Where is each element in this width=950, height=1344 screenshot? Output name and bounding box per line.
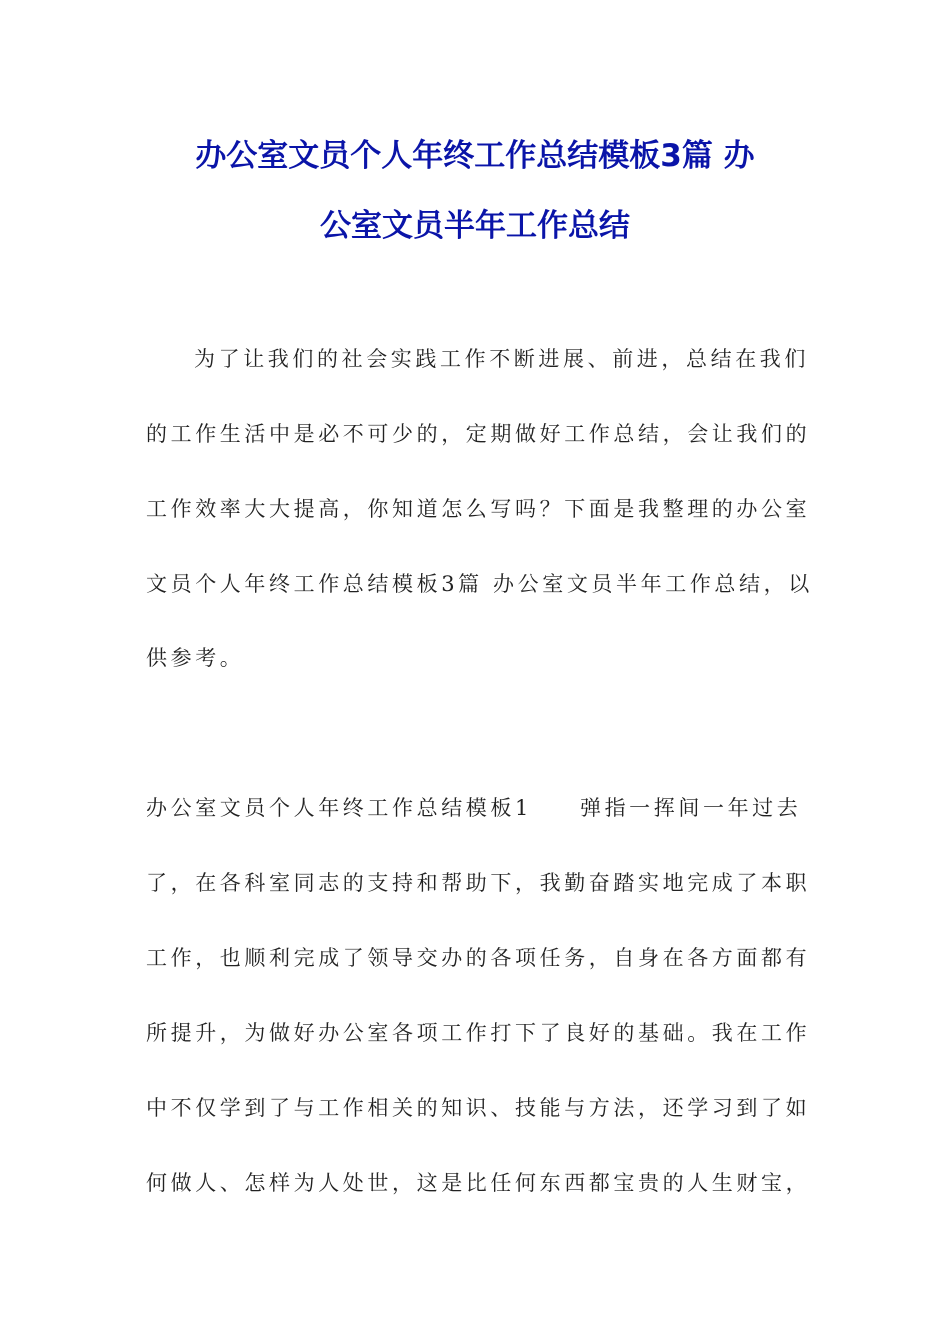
intro-paragraph-line: 文员个人年终工作总结模板3篇 办公室文员半年工作总结，以: [146, 572, 813, 596]
intro-paragraph-line: 为了让我们的社会实践工作不断进展、前进，总结在我们: [194, 347, 809, 371]
intro-paragraph-line: 供参考。: [146, 646, 245, 670]
section-heading: 办公室文员个人年终工作总结模板1: [146, 796, 532, 820]
section-paragraph-line: 中不仅学到了与工作相关的知识、技能与方法，还学习到了如: [146, 1096, 811, 1120]
section-first-line: [146, 793, 806, 823]
intro-paragraph-line: 的工作生活中是必不可少的，定期做好工作总结，会让我们的: [146, 422, 811, 446]
section-paragraph-line: 何做人、怎样为人处世，这是比任何东西都宝贵的人生财宝，: [146, 1171, 811, 1195]
document-title-line-1: 办公室文员个人年终工作总结模板3篇 办: [195, 138, 755, 174]
section-paragraph-line: 工作，也顺利完成了领导交办的各项任务，自身在各方面都有: [146, 946, 811, 970]
section-paragraph-line: 了，在各科室同志的支持和帮助下，我勤奋踏实地完成了本职: [146, 871, 811, 895]
document-title-line-2: 公室文员半年工作总结: [320, 208, 630, 244]
section-paragraph-line: 所提升，为做好办公室各项工作打下了良好的基础。我在工作: [146, 1021, 811, 1045]
section-first-text: 弹指一挥间一年过去: [579, 796, 802, 820]
intro-paragraph-line: 工作效率大大提高，你知道怎么写吗？下面是我整理的办公室: [146, 497, 811, 521]
